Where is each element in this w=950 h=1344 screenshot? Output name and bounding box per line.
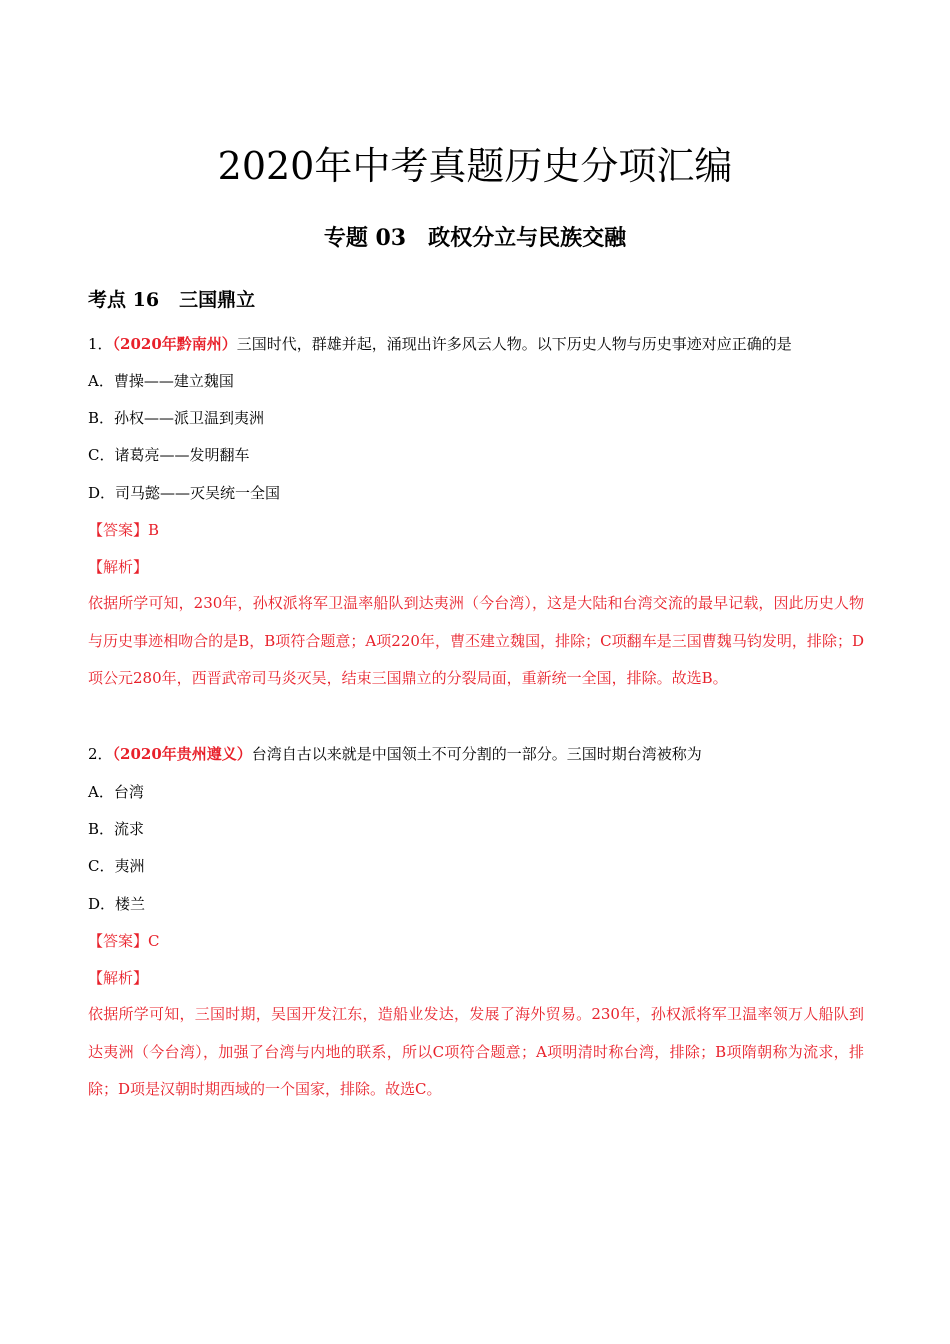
question-2-analysis: 依据所学可知，三国时期，吴国开发江东，造船业发达，发展了海外贸易。230年，孙权派将军卫温率领万人船队到达夷洲（今台湾），加强了台湾与内地的联系，所以C项符合题意；A项明清时称台湾，排除；B项隋朝称为流求，排除；D项是汉朝时期西域的一个国家，排除。故选C。 [88,1005,864,1098]
question-1-answer [88,520,868,540]
question-1-analysis-label: 【解析】 [88,558,149,576]
question-2-option-a: A．台湾 [88,783,144,801]
section-heading [88,285,255,315]
question-2-answer [88,931,868,951]
answer-label: 【答案】 [88,521,149,539]
answer-label: 【答案】 [88,932,149,950]
question-text: 台湾自古以来就是中国领土不可分割的一部分。三国时期台湾被称为 [251,745,702,763]
section-name: 三国鼎立 [179,289,256,311]
question-2-stem [88,744,868,764]
question-number: 2． [88,745,113,763]
question-2-option-c: C．夷洲 [88,857,145,875]
question-2-analysis-label: 【解析】 [88,969,149,987]
question-source: （2020年贵州遵义） [112,745,252,763]
topic-code: 专题 03 [323,225,407,251]
question-1-option-d: D．司马懿——灭吴统一全国 [88,484,281,502]
question-number: 1． [88,335,113,353]
question-1-analysis: 依据所学可知，230年，孙权派将军卫温率船队到达夷洲（今台湾），这是大陆和台湾交流的最早记载，因此历史人物与历史事迹相吻合的是B，B项符合题意；A项220年，曹丕建立魏国，排除；C项翻车是三国曹魏马钧发明，排除；D项公元280年，西晋武帝司马炎灭吴，结束三国鼎立的分裂局面，重新统一全国，排除。故选B。 [88,594,864,687]
answer-value: C [148,932,160,950]
question-1-stem [88,334,868,354]
question-1-option-c: C．诸葛亮——发明翻车 [88,446,250,464]
question-text: 三国时代，群雄并起，涌现出许多风云人物。以下历史人物与历史事迹对应正确的是 [236,335,792,353]
question-source: （2020年黔南州） [112,335,237,353]
question-1-option-b: B．孙权——派卫温到夷洲 [88,409,265,427]
question-2-option-b: B．流求 [88,820,145,838]
answer-value: B [148,521,160,539]
document-title: 2020年中考真题历史分项汇编 [217,144,733,188]
section-code: 考点 16 [88,289,160,311]
question-1-option-a: A．曹操——建立魏国 [88,372,234,390]
topic-name: 政权分立与民族交融 [428,225,627,251]
question-2-option-d: D．楼兰 [88,895,146,913]
topic-subtitle [0,222,950,254]
